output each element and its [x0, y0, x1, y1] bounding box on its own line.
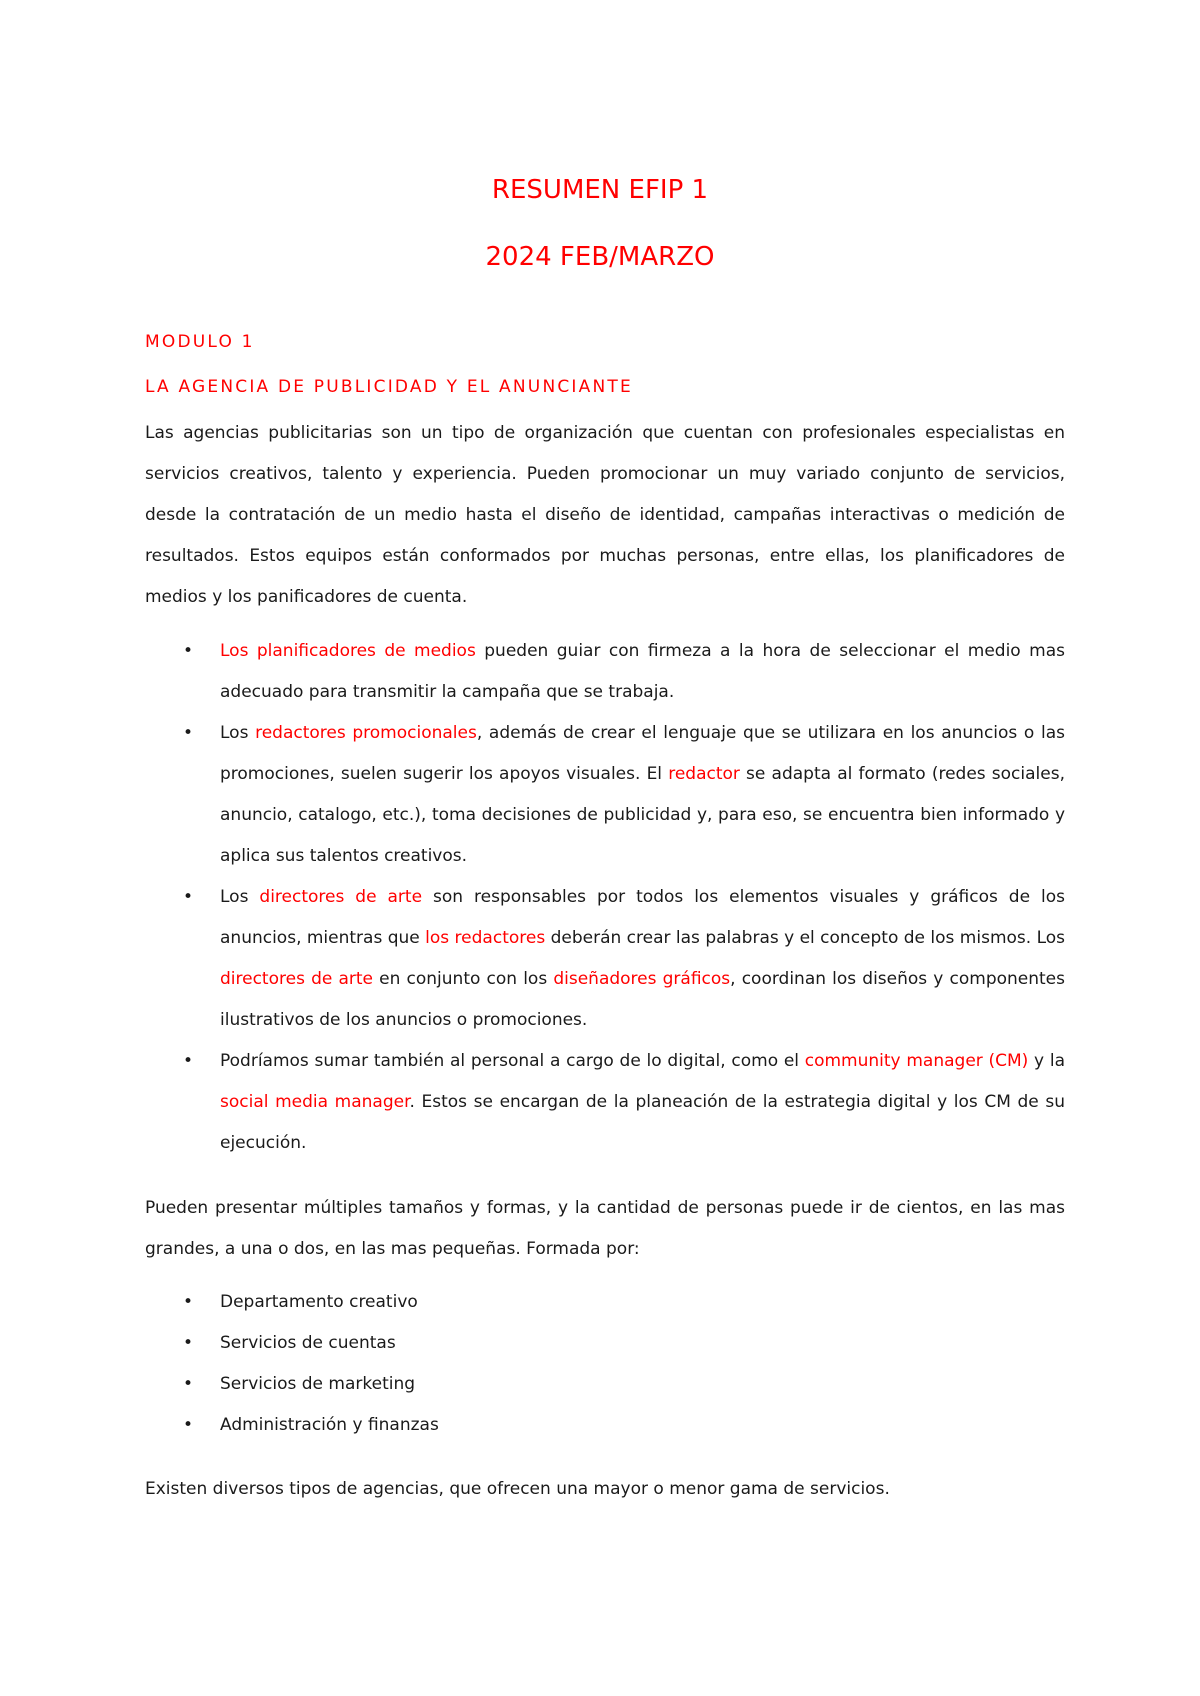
body-text: y la: [1028, 1051, 1065, 1071]
document-subtitle: 2024 FEB/MARZO: [485, 242, 715, 272]
list-item: [145, 713, 1065, 877]
composition-paragraph: Pueden presentar múltiples tamaños y formas, y la cantidad de personas puede ir de cientos, en las mas grandes, a una o dos, en las mas pequeñas. Formada por:: [145, 1198, 1065, 1259]
body-text: pueden guiar con firmeza a la hora de seleccionar el medio mas adecuado para transmitir la campaña que se trabaja.: [220, 641, 1065, 702]
department-label: Servicios de marketing: [220, 1374, 416, 1394]
departments-list: [145, 1282, 1065, 1446]
bullet-icon: •: [183, 1415, 194, 1435]
department-label: Departamento creativo: [220, 1292, 418, 1312]
bullet-icon: •: [183, 1333, 194, 1353]
body-text: se adapta al formato (redes sociales, anuncio, catalogo, etc.), toma decisiones de publicidad y, para eso, se encuentra bien informado y aplica sus talentos creativos.: [220, 764, 1065, 866]
department-label: Servicios de cuentas: [220, 1333, 396, 1353]
highlight-text: diseñadores gráficos: [553, 969, 731, 989]
body-text: en conjunto con los: [373, 969, 554, 989]
bullet-icon: •: [183, 641, 194, 661]
list-item: [145, 877, 1065, 1041]
body-text: , coordinan los diseños y componentes ilustrativos de los anuncios o promociones.: [220, 969, 1065, 1030]
bullet-icon: •: [183, 887, 194, 907]
list-item: [145, 1405, 1065, 1446]
bullet-icon: •: [183, 1051, 194, 1071]
highlight-text: social media manager: [220, 1092, 410, 1112]
highlight-text: directores de arte: [259, 887, 423, 907]
bullet-icon: •: [183, 1292, 194, 1312]
roles-list: [145, 631, 1065, 1164]
closing-paragraph: Existen diversos tipos de agencias, que ofrecen una mayor o menor gama de servicios.: [145, 1479, 890, 1499]
list-item: [145, 1282, 1065, 1323]
body-text: Los: [220, 887, 260, 907]
highlight-text: los redactores: [425, 928, 546, 948]
body-text: . Estos se encargan de la planeación de la estrategia digital y los CM de su ejecución.: [220, 1092, 1065, 1153]
module-heading: MODULO 1: [145, 332, 255, 352]
body-text: Podríamos sumar también al personal a cargo de lo digital, como el: [220, 1051, 805, 1071]
list-item: [145, 1041, 1065, 1164]
highlight-text: directores de arte: [220, 969, 374, 989]
list-item: [145, 1323, 1065, 1364]
list-item: [145, 1364, 1065, 1405]
highlight-text: community manager (CM): [804, 1051, 1029, 1071]
section-heading: LA AGENCIA DE PUBLICIDAD Y EL ANUNCIANTE: [145, 377, 633, 397]
highlight-text: Los planificadores de medios: [220, 641, 476, 661]
body-text: deberán crear las palabras y el concepto de los mismos. Los: [545, 928, 1066, 948]
document-title: RESUMEN EFIP 1: [491, 175, 709, 205]
body-text: Los: [220, 723, 256, 743]
body-text: , además de crear el lenguaje que se utilizara en los anuncios o las promociones, suelen sugerir los apoyos visuales. El: [220, 723, 1065, 784]
body-text: son responsables por todos los elementos visuales y gráficos de los anuncios, mientras que: [220, 887, 1065, 948]
highlight-text: redactor: [668, 764, 740, 784]
intro-paragraph: Las agencias publicitarias son un tipo de organización que cuentan con profesionales especialistas en servicios creativos, talento y experiencia. Pueden promocionar un muy variado conjunto de servicios, desde la contratación de un medio hasta el diseño de identidad, campañas interactivas o medición de resultados. Estos equipos están conformados por muchas personas, entre ellas, los planificadores de medios y los panificadores de cuenta.: [145, 423, 1065, 607]
list-item: [145, 631, 1065, 713]
bullet-icon: •: [183, 1374, 194, 1394]
department-label: Administración y finanzas: [220, 1415, 439, 1435]
highlight-text: redactores promocionales: [255, 723, 477, 743]
bullet-icon: •: [183, 723, 194, 743]
